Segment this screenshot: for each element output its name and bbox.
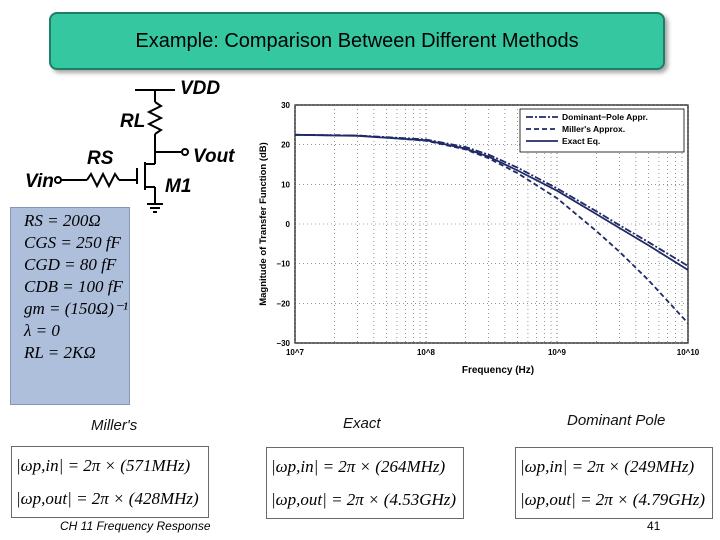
vdd-label: VDD <box>180 78 221 99</box>
vout-label: Vout <box>193 146 235 167</box>
page-number: 41 <box>647 519 661 533</box>
x-tick-label: 10^7 <box>285 348 305 357</box>
frequency-response-chart <box>255 95 705 380</box>
miller-pole-in: |ωp,in| = 2π × (571MHz) <box>16 456 191 475</box>
slide-title-box <box>49 12 665 70</box>
x-tick-label: 10^10 <box>676 348 700 357</box>
method-label-miller: Miller's <box>91 417 138 434</box>
dominant-pole-in: |ωp,in| = 2π × (249MHz) <box>520 457 695 476</box>
y-tick-label: 30 <box>281 101 290 110</box>
legend-label: Dominant−Pole Appr. <box>562 112 648 122</box>
param-cgd: CGD = 80 fF <box>24 255 117 274</box>
x-tick-label: 10^8 <box>416 348 436 357</box>
m1-label: M1 <box>165 176 192 197</box>
footer-chapter: CH 11 Frequency Response <box>60 519 211 533</box>
method-label-exact: Exact <box>343 415 381 432</box>
rl-label: RL <box>120 111 146 132</box>
dominant-pole-out: |ωp,out| = 2π × (4.79GHz) <box>520 490 706 509</box>
slide-title: Example: Comparison Between Different Methods <box>135 29 579 52</box>
param-lambda: λ = 0 <box>24 321 60 340</box>
x-tick-label: 10^9 <box>547 348 567 357</box>
y-tick-label: 0 <box>285 220 290 229</box>
vin-label: Vin <box>25 171 54 192</box>
y-tick-label: −20 <box>276 299 290 309</box>
param-cgs: CGS = 250 fF <box>24 233 121 252</box>
y-tick-label: −10 <box>276 259 290 269</box>
formula-box-dominant <box>515 447 713 519</box>
miller-pole-out: |ωp,out| = 2π × (428MHz) <box>16 489 199 508</box>
param-gm: gm = (150Ω)⁻¹ <box>24 299 128 318</box>
y-tick-label: 10 <box>281 180 290 190</box>
x-axis-label: Frequency (Hz) <box>461 365 535 376</box>
legend-label: Miller's Approx. <box>562 124 626 134</box>
param-rs: RS = 200Ω <box>24 211 101 230</box>
exact-pole-in: |ωp,in| = 2π × (264MHz) <box>271 457 446 476</box>
method-label-dominant: Dominant Pole <box>567 412 666 429</box>
y-axis-label: Magnitude of Transfer Function (dB) <box>258 142 269 306</box>
vout-terminal <box>182 149 188 155</box>
vin-terminal <box>55 177 61 183</box>
rl-resistor <box>149 102 161 134</box>
exact-pole-out: |ωp,out| = 2π × (4.53GHz) <box>271 490 457 509</box>
formula-box-exact <box>266 447 464 519</box>
rs-label: RS <box>87 148 114 169</box>
param-rl: RL = 2KΩ <box>24 343 96 362</box>
parameter-box <box>10 207 130 405</box>
formula-box-miller <box>11 446 209 518</box>
legend-label: Exact Eq. <box>562 136 601 146</box>
y-tick-label: −30 <box>276 339 290 348</box>
param-cdb: CDB = 100 fF <box>24 277 123 296</box>
y-tick-label: 20 <box>281 140 290 150</box>
rs-resistor <box>87 174 119 186</box>
